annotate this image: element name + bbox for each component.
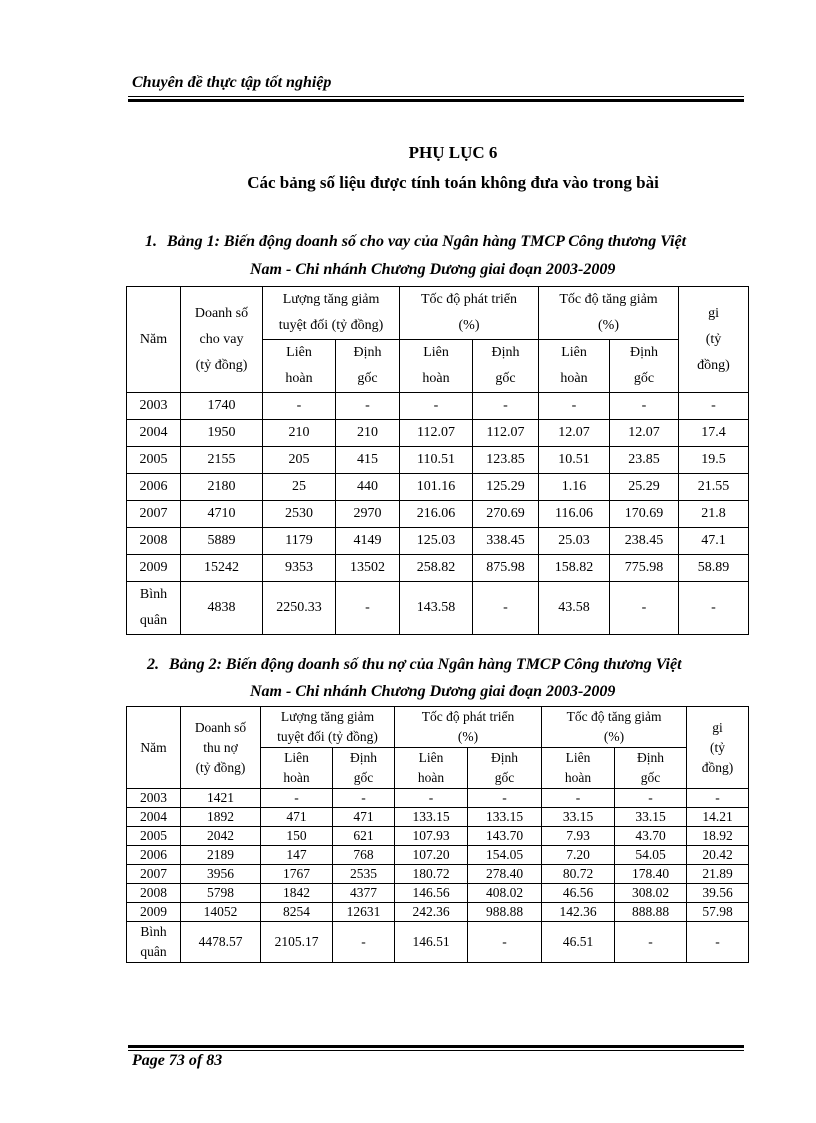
table-cell: 33.15 [542,808,615,827]
table-cell: 8254 [261,903,333,922]
table-cell: 875.98 [473,555,539,582]
table2-increase-header [542,707,687,748]
table-cell: 7.20 [542,846,615,865]
table-row [127,393,749,420]
table2-amount-header-l2: thu nợ [203,739,238,755]
table-cell: - [400,393,473,420]
table2-incr-header-l2: (%) [603,729,625,744]
table2-growth-header [395,707,542,748]
table-row [127,808,749,827]
table-cell: 242.36 [395,903,468,922]
table-cell: 25.03 [539,528,610,555]
table1-increase-header [539,287,679,340]
table2-caption-line1 [147,656,682,674]
subheader-chain-l2: hoàn [283,770,310,785]
table-cell: 43.70 [615,827,687,846]
table-cell: 4710 [181,501,263,528]
subheader-chain-l2: hoàn [417,770,445,785]
table-cell: 21.89 [687,865,749,884]
table-row [127,474,749,501]
table-cell: 2005 [127,447,181,474]
table-cell: 116.06 [539,501,610,528]
subheader-chain-l1: Liên [418,750,444,765]
table-cell: 205 [263,447,336,474]
table-cell: 768 [333,846,395,865]
table-cell: 1842 [261,884,333,903]
table-cell: 46.51 [542,922,615,963]
table-cell: 1892 [181,808,261,827]
average-label-l1: Bình [139,587,168,602]
table-cell: 408.02 [468,884,542,903]
table-cell: 12.07 [610,420,679,447]
table-cell: 2004 [127,420,181,447]
table-cell: 12.07 [539,420,610,447]
table-cell: 110.51 [400,447,473,474]
table-cell: 471 [333,808,395,827]
table2-year-header: Năm [127,707,181,789]
subheader-base-l1: Định [491,345,520,360]
average-label-l2: quân [139,613,168,628]
table-cell: 4377 [333,884,395,903]
table-cell: - [687,922,749,963]
table1-growth-header [400,287,539,340]
table-cell: 142.36 [542,903,615,922]
table-cell: 54.05 [615,846,687,865]
subheader-base-l2: gốc [633,371,655,386]
table-cell: 10.51 [539,447,610,474]
table1-year-header: Năm [127,287,181,393]
table-cell: 107.93 [395,827,468,846]
table1-number: 1. [145,233,157,250]
table-2 [126,706,749,963]
table-cell: 4149 [336,528,400,555]
table-cell: 180.72 [395,865,468,884]
table1-abs-header-l2: tuyệt đối (tỷ đồng) [278,318,384,333]
table1-amount-header-l1: Doanh số [194,305,249,321]
table-cell: 46.56 [542,884,615,903]
table2-growth-header-l2: (%) [457,729,479,744]
table-cell: 888.88 [615,903,687,922]
table-cell: - [610,582,679,635]
table2-gi-header-l3: đồng) [701,759,734,775]
table-cell: 5798 [181,884,261,903]
table-cell: 143.58 [400,582,473,635]
table-cell: 125.29 [473,474,539,501]
table-cell: 1179 [263,528,336,555]
table-cell: 154.05 [468,846,542,865]
table1-amount-header [181,287,263,393]
table-cell: 125.03 [400,528,473,555]
table-cell: 2180 [181,474,263,501]
table-cell: - [336,582,400,635]
table-cell: - [610,393,679,420]
table-cell: 20.42 [687,846,749,865]
subheader-chain-l2: hoàn [422,371,450,386]
table-cell: 1950 [181,420,263,447]
table-cell: 440 [336,474,400,501]
table1-amount-header-l3: (tỷ đồng) [195,357,248,373]
table2-incr-base-header [615,748,687,789]
table-cell: 2250.33 [263,582,336,635]
table-row [127,447,749,474]
table2-incr-chain-header [542,748,615,789]
table2-gi-header-l1: gi [712,719,723,735]
table-cell: 2004 [127,808,181,827]
subheader-base-l1: Định [637,750,665,765]
subheader-chain-l1: Liên [423,345,449,360]
table-cell: 101.16 [400,474,473,501]
table-1 [126,286,749,635]
table-cell: 775.98 [610,555,679,582]
table-cell: 210 [263,420,336,447]
table-cell: 338.45 [473,528,539,555]
table-cell: 112.07 [473,420,539,447]
table-row [127,420,749,447]
table-cell: - [687,789,749,808]
table-cell: - [336,393,400,420]
table-cell: 15242 [181,555,263,582]
table-cell: 1740 [181,393,263,420]
table-cell: 2009 [127,555,181,582]
table2-amount-header-l3: (tỷ đồng) [195,759,246,775]
page-number: Page 73 of 83 [132,1052,223,1069]
table2-incr-header-l1: Tốc độ tăng giảm [566,709,662,724]
table-cell: - [261,789,333,808]
table2-abs-header-l2: tuyệt đối (tỷ đồng) [277,729,378,744]
table-cell: 12631 [333,903,395,922]
table-cell: 4478.57 [181,922,261,963]
table-cell: 14.21 [687,808,749,827]
table2-gi-header-l2: (tỷ [710,739,726,755]
table-cell: 270.69 [473,501,539,528]
table-cell: 1.16 [539,474,610,501]
footer-rule [128,1045,744,1051]
table-cell: 2155 [181,447,263,474]
table1-growth-header-l2: (%) [458,318,480,333]
table-cell: 5889 [181,528,263,555]
table-cell: 21.55 [679,474,749,501]
table-cell: 43.58 [539,582,610,635]
table1-gi-header-l2: (tỷ [705,331,722,347]
table-cell: 147 [261,846,333,865]
table2-abs-chain-header [261,748,333,789]
table-cell: 2105.17 [261,922,333,963]
table1-growth-base-header [473,340,539,393]
table-cell: - [473,393,539,420]
table-cell: 2008 [127,884,181,903]
table-cell: 7.93 [542,827,615,846]
table-cell: 17.4 [679,420,749,447]
table2-header-row [127,707,749,748]
table-cell: 2970 [336,501,400,528]
table-cell: 123.85 [473,447,539,474]
table-cell: 33.15 [615,808,687,827]
table-cell: 1421 [181,789,261,808]
table-row [127,528,749,555]
table1-caption-line1 [145,233,686,251]
table2-amount-header [181,707,261,789]
header-rule [128,96,744,102]
table-row [127,903,749,922]
table2-amount-header-l1: Doanh số [194,719,247,735]
table-cell: 2003 [127,393,181,420]
table-cell: - [395,789,468,808]
table-cell: 988.88 [468,903,542,922]
subheader-base-l2: gốc [357,371,378,386]
table-cell: - [263,393,336,420]
table1-average-row [127,582,749,635]
average-label-l2: quân [140,944,167,959]
table-cell: 158.82 [539,555,610,582]
table-cell: 133.15 [468,808,542,827]
table-cell: - [539,393,610,420]
table1-abs-chain-header [263,340,336,393]
table1-gi-header-l3: đồng) [697,357,730,373]
table-cell: 107.20 [395,846,468,865]
subheader-base-l1: Định [630,345,659,360]
table-cell: - [615,789,687,808]
subheader-chain-l1: Liên [284,750,309,765]
subheader-base-l2: gốc [353,770,374,785]
table-cell: 2535 [333,865,395,884]
average-label [127,582,181,635]
subheader-base-l1: Định [491,750,518,765]
table-cell: 58.89 [679,555,749,582]
table1-abs-header-l1: Lượng tăng giảm [282,292,380,307]
table-cell: - [333,789,395,808]
table-cell: 471 [261,808,333,827]
table1-growth-chain-header [400,340,473,393]
table2-caption-line2: Nam - Chi nhánh Chương Dương giai đoạn 2003-2009 [250,683,616,700]
table-cell: 3956 [181,865,261,884]
table1-caption-text: Bảng 1: Biến động doanh số cho vay của Ngân hàng TMCP Công thương Việt [167,233,687,250]
table1-incr-chain-header [539,340,610,393]
table1-amount-header-l2: cho vay [199,331,244,347]
table-cell: 13502 [336,555,400,582]
table-cell: 258.82 [400,555,473,582]
table-row [127,555,749,582]
table-cell: 216.06 [400,501,473,528]
appendix-title: PHỤ LỤC 6 [408,143,498,162]
subheader-chain-l2: hoàn [560,371,588,386]
table-cell: 21.8 [679,501,749,528]
subheader-chain-l1: Liên [565,750,591,765]
table-cell: 146.51 [395,922,468,963]
table-cell: 57.98 [687,903,749,922]
subheader-chain-l1: Liên [286,345,312,360]
table1-abs-change-header [263,287,400,340]
table-cell: 2008 [127,528,181,555]
table-cell: 146.56 [395,884,468,903]
table-row [127,884,749,903]
average-label [127,922,181,963]
appendix-subtitle: Các bảng số liệu được tính toán không đưa vào trong bài [247,173,659,192]
table-cell: 178.40 [615,865,687,884]
table-cell: - [333,922,395,963]
table1-incr-header-l1: Tốc độ tăng giảm [559,292,658,307]
table1-gi-header [679,287,749,393]
table-cell: 2006 [127,846,181,865]
table-cell: 4838 [181,582,263,635]
subheader-chain-l2: hoàn [564,770,592,785]
table-cell: - [615,922,687,963]
table1-growth-header-l1: Tốc độ phát triển [421,292,518,307]
table2-abs-base-header [333,748,395,789]
table-cell: 2530 [263,501,336,528]
table-cell: 2007 [127,501,181,528]
table-cell: 133.15 [395,808,468,827]
table-cell: 25.29 [610,474,679,501]
table-cell: - [468,922,542,963]
table-cell: 278.40 [468,865,542,884]
subheader-chain-l2: hoàn [285,371,313,386]
table-cell: 143.70 [468,827,542,846]
table-cell: 2007 [127,865,181,884]
table2-growth-chain-header [395,748,468,789]
table2-average-row [127,922,749,963]
table-cell: 2005 [127,827,181,846]
table-cell: 39.56 [687,884,749,903]
table-cell: 2006 [127,474,181,501]
table-cell: 2009 [127,903,181,922]
table-cell: - [542,789,615,808]
table2-growth-base-header [468,748,542,789]
subheader-base-l2: gốc [640,770,661,785]
table-row [127,501,749,528]
table2-growth-header-l1: Tốc độ phát triển [421,709,515,724]
table-cell: 238.45 [610,528,679,555]
table-row [127,827,749,846]
table-cell: 415 [336,447,400,474]
table1-abs-base-header [336,340,400,393]
table-cell: - [679,582,749,635]
table-cell: 170.69 [610,501,679,528]
table-cell: 23.85 [610,447,679,474]
table1-header-row [127,287,749,340]
table-cell: 2042 [181,827,261,846]
table-cell: 210 [336,420,400,447]
table2-gi-header [687,707,749,789]
table-cell: 150 [261,827,333,846]
table-cell: - [679,393,749,420]
table1-caption-line2: Nam - Chi nhánh Chương Dương giai đoạn 2003-2009 [250,261,616,278]
subheader-base-l2: gốc [495,371,516,386]
subheader-base-l1: Định [350,750,377,765]
table2-caption-text: Bảng 2: Biến động doanh số thu nợ của Ngân hàng TMCP Công thương Việt [169,656,682,673]
table-cell: 80.72 [542,865,615,884]
table-row [127,846,749,865]
table2-number: 2. [147,656,159,673]
table-cell: 25 [263,474,336,501]
table1-incr-base-header [610,340,679,393]
table-row [127,865,749,884]
table-cell: 9353 [263,555,336,582]
table-row [127,789,749,808]
subheader-base-l2: gốc [494,770,515,785]
table-cell: 2003 [127,789,181,808]
table-cell: - [468,789,542,808]
table-cell: 308.02 [615,884,687,903]
table-cell: - [473,582,539,635]
table2-abs-change-header [261,707,395,748]
table-cell: 47.1 [679,528,749,555]
table1-incr-header-l2: (%) [598,318,620,333]
subheader-base-l1: Định [353,345,382,360]
table-cell: 621 [333,827,395,846]
table2-abs-header-l1: Lượng tăng giảm [280,709,375,724]
table-cell: 19.5 [679,447,749,474]
table-cell: 1767 [261,865,333,884]
table-cell: 14052 [181,903,261,922]
table-cell: 18.92 [687,827,749,846]
average-label-l1: Bình [140,924,167,939]
subheader-chain-l1: Liên [561,345,587,360]
table-cell: 2189 [181,846,261,865]
running-header: Chuyên đề thực tập tốt nghiệp [132,74,332,91]
table1-gi-header-l1: gi [708,305,719,321]
table-cell: 112.07 [400,420,473,447]
